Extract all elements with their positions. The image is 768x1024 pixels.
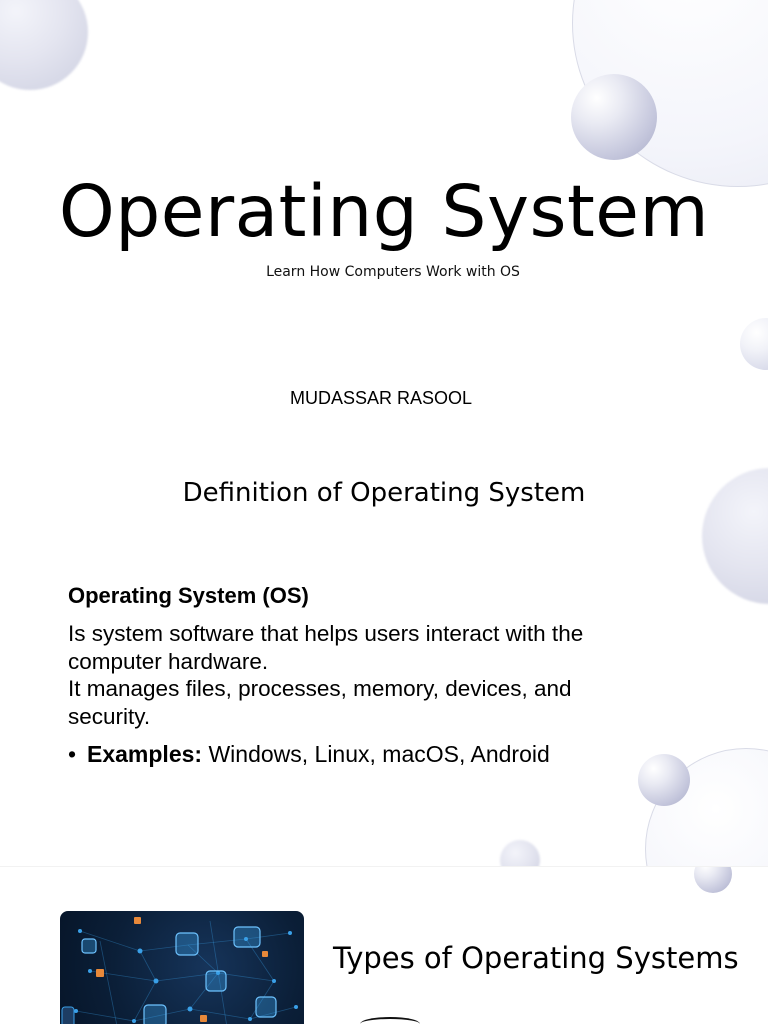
presentation-title: Operating System: [58, 170, 710, 253]
decorative-sphere: [0, 0, 88, 90]
term-label: Operating System (OS): [68, 583, 309, 608]
definition-body: [68, 582, 688, 768]
decorative-sphere: [571, 74, 657, 160]
title-slide: [0, 0, 768, 438]
definition-line: security.: [68, 703, 151, 729]
network-nodes-image: [60, 911, 304, 1024]
definition-line: Is system software that helps users interact with the: [68, 621, 584, 646]
decorative-sphere: [500, 840, 540, 866]
decorative-sphere: [694, 866, 732, 893]
definition-line: computer hardware.: [68, 648, 269, 674]
network-nodes-graphic: [60, 911, 304, 1024]
examples-text: Windows, Linux, macOS, Android: [202, 741, 550, 767]
presentation-subtitle: Learn How Computers Work with OS: [266, 264, 520, 280]
types-slide: [0, 866, 768, 1024]
slide-heading: Definition of Operating System: [182, 478, 586, 508]
definition-line: It manages files, processes, memory, devices, and: [68, 676, 572, 701]
bullet-icon: •: [68, 741, 77, 767]
definition-slide: [0, 438, 768, 866]
next-content-peek: [360, 1017, 420, 1024]
examples-bullet: [68, 740, 688, 768]
decorative-sphere: [740, 318, 768, 370]
author-name: MUDASSAR RASOOL: [289, 388, 473, 408]
examples-label: Examples:: [87, 741, 203, 767]
slide-heading: Types of Operating Systems: [333, 941, 739, 975]
